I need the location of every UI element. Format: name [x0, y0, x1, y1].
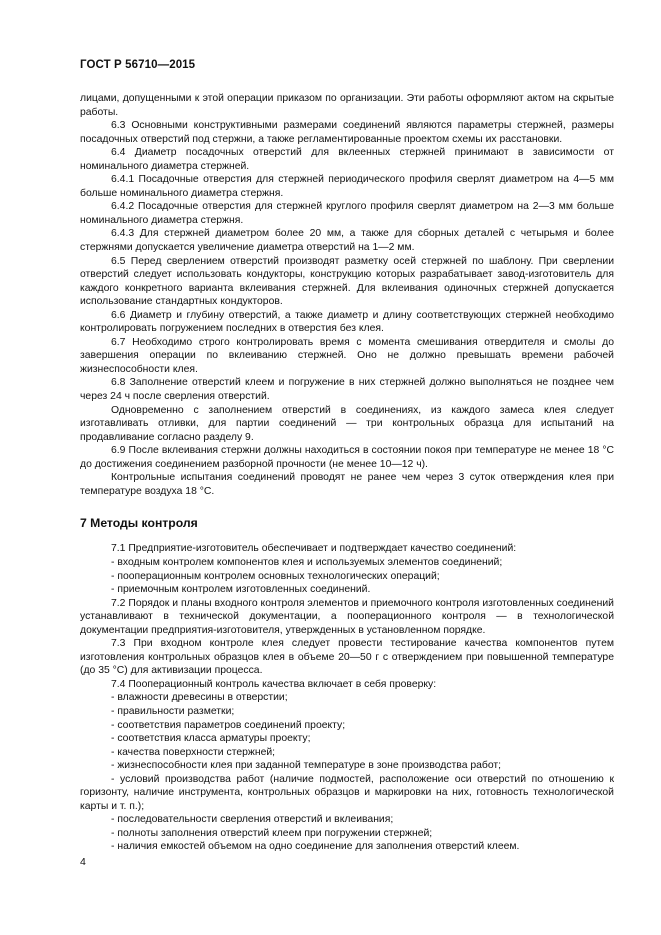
paragraph: 6.4.1 Посадочные отверстия для стержней периодического профиля сверлят диаметром на 4—5 мм больше номинального диаметра стержня. [80, 174, 614, 199]
paragraph: - условий производства работ (наличие подмостей, расположение оси отверстий по отношению к горизонту, наличие инструмента, контрольных образцов и маркировки на них, готовность технологической карты и т. п.); [80, 773, 614, 812]
paragraph: - соответствия класса арматуры проекту; [111, 733, 311, 745]
paragraph: 6.4.3 Для стержней диаметром более 20 мм, а также для сборных деталей с четырьмя и более стержнями допускается увеличение диаметра отверстий на 1—2 мм. [80, 228, 614, 254]
document-body [80, 92, 614, 854]
paragraph: - полноты заполнения отверстий клеем при погружении стержней; [111, 827, 433, 839]
paragraph: 6.4.2 Посадочные отверстия для стержней круглого профиля сверлят диаметром на 2—3 мм больше номинального диаметра стержня. [80, 201, 614, 226]
paragraph: 6.9 После вклеивания стержни должны находиться в состоянии покоя при температуре не менее 18 °С до достижения соединением разборной прочности (не менее 10—12 ч). [80, 445, 614, 470]
paragraph: - наличия емкостей объемом на одно соединение для заполнения отверстий клеем. [111, 841, 520, 853]
document-header: ГОСТ Р 56710—2015 [80, 59, 196, 71]
paragraph: лицами, допущенными к этой операции приказом по организации. Эти работы оформляют актом на скрытые работы. [80, 93, 614, 118]
paragraph: 7.4 Пооперационный контроль качества включает в себя проверку: [111, 678, 437, 690]
paragraph: 7.1 Предприятие-изготовитель обеспечивает и подтверждает качество соединений: [111, 543, 517, 555]
paragraph: Контрольные испытания соединений проводят не ранее чем через 3 суток отверждения клея при температуре воздуха 18 °С. [80, 472, 614, 497]
paragraph: 6.7 Необходимо строго контролировать время с момента смешивания отвердителя и смолы до завершения операции по вклеиванию стержней. Оно не должно превышать времени рабочей жизнеспособности клея. [80, 336, 614, 375]
paragraph: - приемочным контролем изготовленных соединений. [111, 584, 371, 596]
paragraph: 7.3 При входном контроле клея следует провести тестирование качества компонентов путем изготовления контрольных образцов клея в объеме 20—50 г с отверждением при повышенной температуре (до 35 °С) для активизации процесса. [80, 638, 614, 677]
paragraph: - качества поверхности стержней; [111, 746, 276, 758]
paragraph: - жизнеспособности клея при заданной температуре в зоне производства работ; [111, 760, 502, 772]
paragraph: 6.6 Диаметр и глубину отверстий, а также диаметр и длину соответствующих стержней необходимо контролировать погружением последних в отверстия без клея. [80, 309, 614, 335]
paragraph: 7.2 Порядок и планы входного контроля элементов и приемочного контроля изготовленных соединений устанавливают в технической документации, а пооперационного контроля — в технологической документации предприятия-изготовителя, утвержденных в установленном порядке. [80, 597, 614, 636]
paragraph: 6.5 Перед сверлением отверстий производят разметку осей стержней по шаблону. При сверлении отверстий следует использовать кондукторы, конструкцию которых разрабатывает завод-изготовитель для каждого конкретного варианта вклеивания стержней. Для вклеивания одиночных стержней допускается использование стандартных кондукторов. [80, 255, 614, 308]
paragraph: - правильности разметки; [111, 705, 235, 717]
page-number: 4 [80, 856, 86, 868]
paragraph: - входным контролем компонентов клея и используемых элементов соединений; [111, 556, 503, 568]
paragraph: Одновременно с заполнением отверстий в соединениях, из каждого замеса клея следует изготавливать отливки, для партии соединений — три контрольных образца для испытаний на продавливание согласно разделу 9. [80, 404, 614, 443]
paragraph: 6.3 Основными конструктивными размерами соединений являются параметры стержней, размеры посадочных отверстий под стержни, а также регламентированные проектом схемы их расстановки. [80, 120, 614, 145]
paragraph: 6.4 Диаметр посадочных отверстий для вклеенных стержней принимают в зависимости от номинального диаметра стержней. [80, 147, 614, 172]
paragraph: - соответствия параметров соединений проекту; [111, 719, 346, 731]
paragraph: - влажности древесины в отверстии; [111, 692, 288, 704]
section-heading: 7 Методы контроля [80, 516, 198, 531]
paragraph: - пооперационным контролем основных технологических операций; [111, 570, 440, 582]
paragraph: - последовательности сверления отверстий и вклеивания; [111, 814, 394, 826]
paragraph: 6.8 Заполнение отверстий клеем и погружение в них стержней должно выполняться не позднее чем через 24 ч после сверления отверстий. [80, 377, 614, 403]
